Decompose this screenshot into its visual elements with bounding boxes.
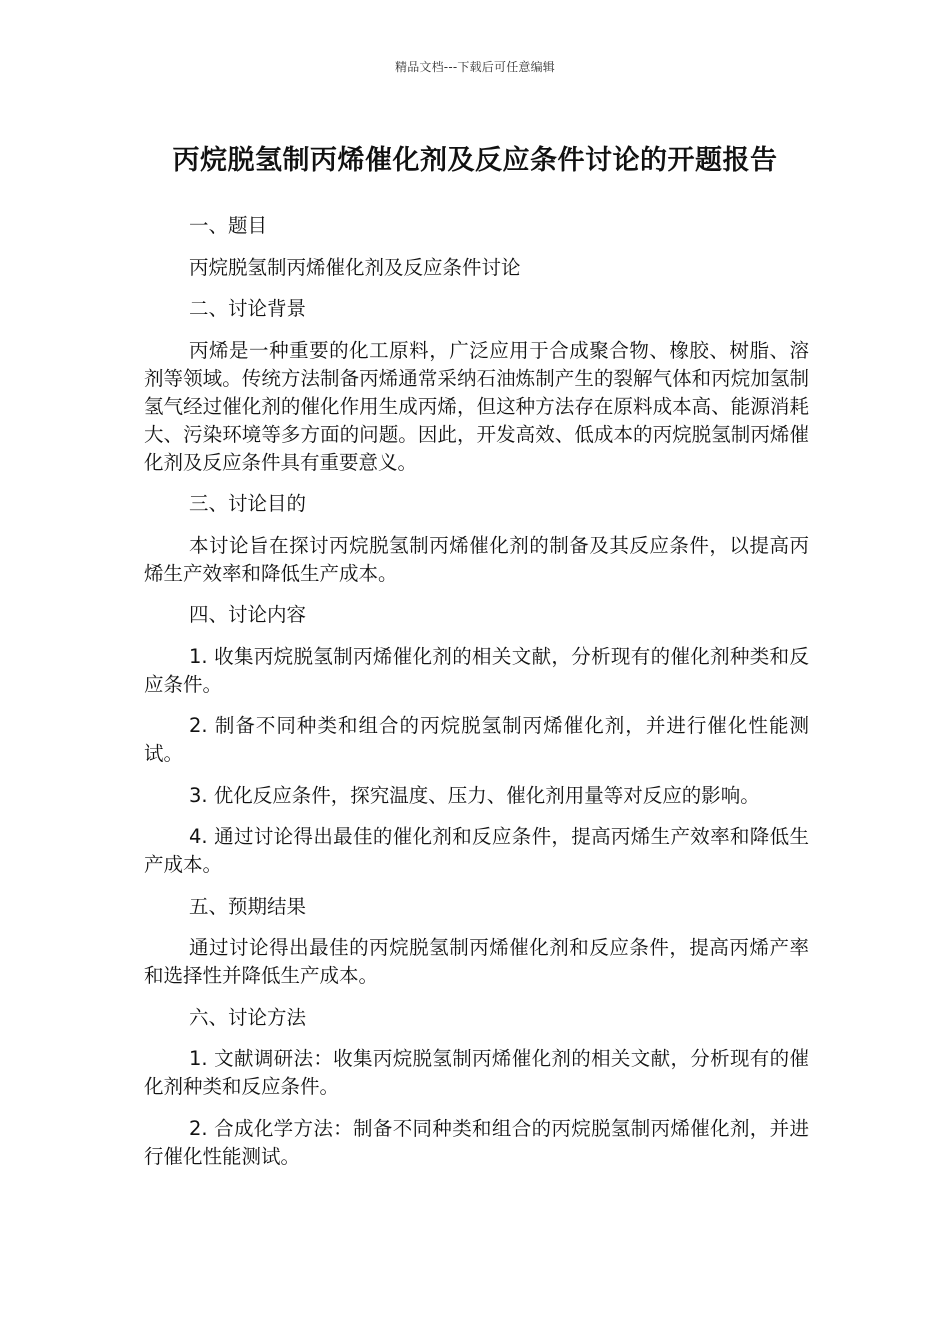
document-body: [144, 212, 809, 1184]
section: [144, 295, 809, 477]
section-heading: 三、讨论目的: [189, 492, 307, 515]
paragraph: 丙烷脱氢制丙烯催化剂及反应条件讨论: [189, 255, 521, 279]
section: [144, 601, 809, 879]
list-item: 4. 通过讨论得出最佳的催化剂和反应条件，提高丙烯生产效率和降低生产成本。: [144, 825, 809, 876]
section-heading: 一、题目: [189, 214, 268, 237]
list-item: 3. 优化反应条件，探究温度、压力、催化剂用量等对反应的影响。: [189, 783, 760, 807]
list-item: 2. 合成化学方法：制备不同种类和组合的丙烷脱氢制丙烯催化剂，并进行催化性能测试。: [144, 1116, 809, 1168]
section: [144, 490, 809, 588]
section: [144, 893, 809, 991]
section-heading: 二、讨论背景: [189, 297, 307, 320]
section-heading: 五、预期结果: [189, 894, 307, 918]
header-note: 精品文档---下载后可任意编辑: [395, 60, 555, 74]
section: [144, 1004, 809, 1171]
list-item: 1. 收集丙烷脱氢制丙烯催化剂的相关文献，分析现有的催化剂种类和反应条件。: [144, 644, 809, 696]
section-heading: 四、讨论内容: [189, 603, 307, 626]
list-item: 1. 文献调研法：收集丙烷脱氢制丙烯催化剂的相关文献，分析现有的催化剂种类和反应条件。: [144, 1047, 809, 1098]
document-title: 丙烷脱氢制丙烯催化剂及反应条件讨论的开题报告: [172, 145, 778, 176]
section-heading: 六、讨论方法: [189, 1005, 307, 1029]
section: [144, 212, 809, 282]
list-item: 2. 制备不同种类和组合的丙烷脱氢制丙烯催化剂，并进行催化性能测试。: [144, 714, 809, 765]
paragraph: 通过讨论得出最佳的丙烷脱氢制丙烯催化剂和反应条件，提高丙烯产率和选择性并降低生产成本。: [144, 936, 809, 987]
paragraph: 丙烯是一种重要的化工原料，广泛应用于合成聚合物、橡胶、树脂、溶剂等领域。传统方法制备丙烯通常采纳石油炼制产生的裂解气体和丙烷加氢制氢气经过催化剂的催化作用生成丙烯，但这种方法存在原料成本高、能源消耗大、污染环境等多方面的问题。因此，开发高效、低成本的丙烷脱氢制丙烯催化剂及反应条件具有重要意义。: [144, 338, 809, 474]
paragraph: 本讨论旨在探讨丙烷脱氢制丙烯催化剂的制备及其反应条件，以提高丙烯生产效率和降低生产成本。: [144, 533, 809, 585]
